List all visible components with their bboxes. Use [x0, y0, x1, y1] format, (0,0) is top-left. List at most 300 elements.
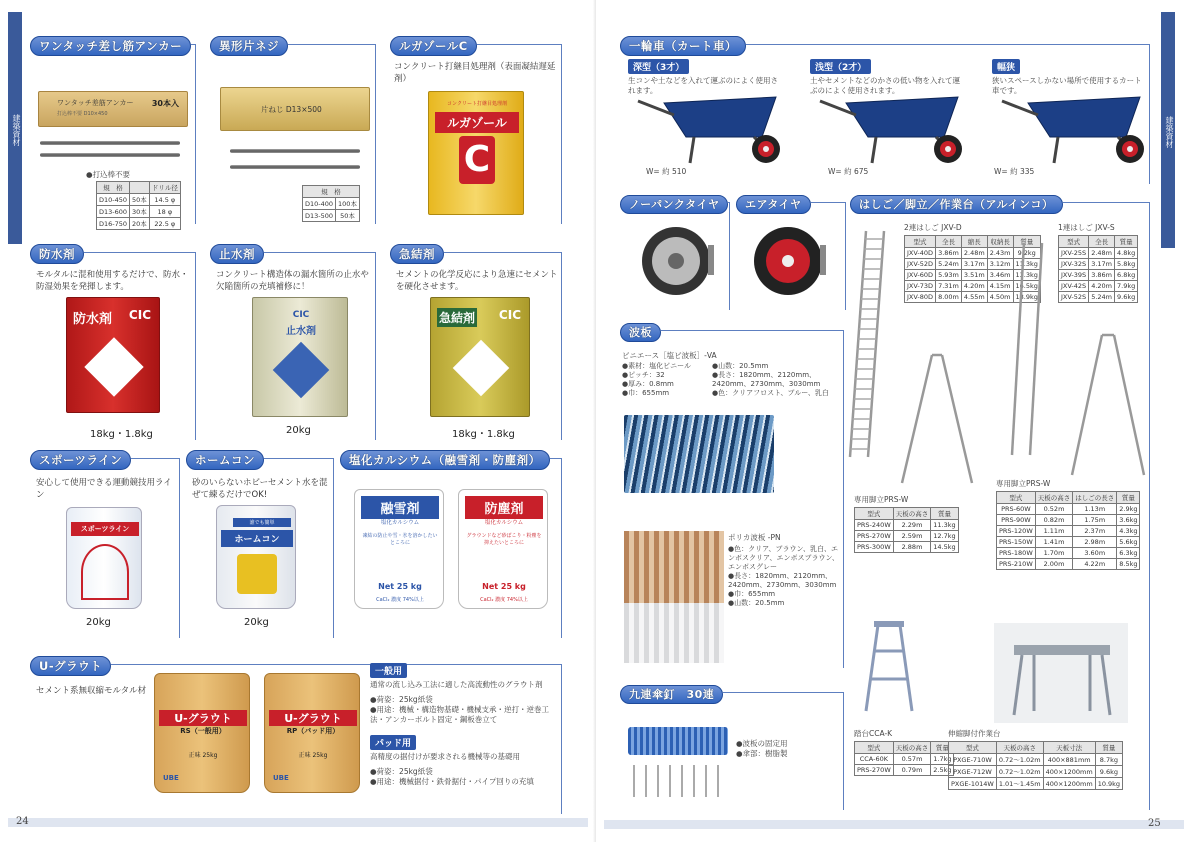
wheelbarrow-desc: 生コンや土などを入れて運ぶのによく使用されます。: [628, 76, 778, 95]
list-item: ●厚み：0.8mm: [622, 380, 674, 388]
table-cell: 2.9kg: [1117, 504, 1140, 515]
left-side-tab: 建築資材: [8, 12, 22, 244]
left-page: [0, 0, 595, 842]
ugrout-rs-type: RS（一般用）: [180, 727, 226, 735]
vinyl-sheet-image: [624, 415, 774, 493]
table-cell: 11.3kg: [1013, 259, 1040, 270]
table-cell: 0.82m: [1035, 515, 1073, 526]
sportsline-weight: 20kg: [86, 617, 111, 628]
tire1-section: [620, 198, 730, 310]
table-cell: PRS-210W: [997, 559, 1036, 570]
ladder-section: [850, 198, 1150, 810]
table-cell: 2.48m: [961, 248, 987, 259]
diamond-logo-icon: [453, 340, 510, 397]
vinyl-right-list: [712, 362, 842, 398]
table-cell: 4.20m: [1089, 281, 1115, 292]
anchor-rod-2: [40, 153, 180, 157]
stopwater-can-label: 止水剤: [286, 326, 316, 337]
table-header: 規 格: [303, 186, 360, 198]
table-cell: 14.5kg: [931, 542, 958, 553]
table-cell: 6.3kg: [1117, 548, 1140, 559]
table-header: 質量: [931, 508, 958, 520]
ugrout-section: [30, 659, 562, 814]
table-header: はしごの長さ: [1073, 492, 1117, 504]
table-cell: 2.37m: [1073, 526, 1117, 537]
waterproof-title: 防水剤: [30, 244, 84, 264]
nails-title: 九連傘釘 30連: [620, 685, 723, 704]
table-cell: 10.9kg: [1095, 778, 1122, 790]
waterproof-can-image: [66, 297, 160, 413]
table-header: 質量: [1117, 492, 1140, 504]
table-header: 全長: [936, 236, 962, 248]
table-cell: 0.72～1.02m: [996, 754, 1043, 766]
anchor-rod-1: [40, 141, 180, 145]
ugrout-rs-weight: 正味 25kg: [188, 752, 218, 759]
table-row: [855, 765, 954, 776]
table-cell: 8.00m: [936, 292, 962, 303]
table-cell: 8.5kg: [1117, 559, 1140, 570]
wheelbarrow-icon: [998, 93, 1148, 167]
snowmelt-bag-sub: 塩化カルシウム: [380, 520, 420, 526]
wheelbarrow-label: 幅狭: [992, 59, 1020, 74]
wheelbarrow-width: W= 約 675: [828, 167, 869, 176]
waterproof-brand: CIC: [128, 308, 151, 322]
table-cell: 0.79m: [893, 765, 931, 776]
table-cell: 3.17m: [1089, 259, 1115, 270]
prs-stepladder-icon: [1066, 333, 1150, 479]
ugrout-pad-bullet-2: ●用途：機械据付・鉄骨据付・パイプ回りの充填: [370, 777, 534, 786]
table-cell: 7.9kg: [1115, 281, 1138, 292]
table-cell: 4.3kg: [1117, 526, 1140, 537]
homecon-title: ホームコン: [186, 450, 264, 470]
table-cell: 2.29m: [893, 520, 931, 531]
jxvs-title: 1連はしご JXV-S: [1058, 223, 1115, 232]
wheelbarrow-width: W= 約 335: [994, 167, 1035, 176]
anchor-box-sublabel: 打込棒不要 D10×450: [57, 111, 108, 117]
ugrout-rs-maker: UBE: [163, 774, 179, 782]
snowmelt-purity: CaCl₂ 濃度 74%以上: [376, 597, 424, 603]
snowmelt-bag-text: 凍結の防止や雪・氷を溶かしたいところに: [362, 533, 438, 546]
table-cell: PRS-300W: [855, 542, 894, 553]
sportsline-desc: 安心して使用できる運動競技用ライン: [36, 478, 172, 500]
table-cell: 400×881mm: [1043, 754, 1095, 766]
table-row: [997, 537, 1140, 548]
table-cell: 2.5kg: [931, 765, 954, 776]
table-header: 質量: [1013, 236, 1040, 248]
track-graphic-icon: [81, 544, 129, 600]
table-cell: JXV-42S: [1059, 281, 1089, 292]
table-header: 天板の高さ: [996, 742, 1043, 754]
table-cell: 1.7kg: [931, 754, 954, 765]
table-cell: PRS-90W: [997, 515, 1036, 526]
diamond-logo-icon: [84, 337, 143, 396]
dustproof-bag-label: 防塵剤: [465, 496, 543, 519]
screw-title: 異形片ネジ: [210, 36, 288, 56]
table-cell: 6.8kg: [1115, 270, 1138, 281]
rugazol-can-image: [428, 91, 524, 215]
table-cell: 4.8kg: [1115, 248, 1138, 259]
jxvs-spec-table: [1058, 235, 1138, 303]
wheelbarrow-label: 深型（3才）: [628, 59, 689, 74]
snowmelt-bag-image: [354, 489, 444, 609]
wheelbarrow-item: [628, 55, 788, 179]
table-cell: PXGE-712W: [949, 766, 997, 778]
vinyl-left-list: [622, 362, 712, 398]
table-cell: 2.98m: [1073, 537, 1117, 548]
table-cell: 4.55m: [961, 292, 987, 303]
product-photo-icon: [237, 554, 277, 594]
table-cell: 4.15m: [987, 281, 1013, 292]
sportsline-section: [30, 453, 180, 638]
table-cell: PXGE-1014W: [949, 778, 997, 790]
table-cell: 22.5 φ: [149, 218, 180, 230]
table-cell: 16.5kg: [1013, 281, 1040, 292]
quickset-weight: 18kg・1.8kg: [452, 429, 515, 440]
list-item: ●波板の固定用: [736, 739, 788, 748]
waterproof-can-label: 防水剤: [73, 312, 113, 327]
table-cell: D10-450: [97, 194, 130, 206]
table-cell: 5.24m: [1089, 292, 1115, 303]
corrugated-section: [620, 326, 844, 668]
rugazol-can-top: コンクリート打継目処理剤: [447, 101, 507, 107]
table-cell: JXV-32S: [1059, 259, 1089, 270]
table-cell: 400×1200mm: [1043, 766, 1095, 778]
table-header: 収納長: [987, 236, 1013, 248]
corrugated-title: 波板: [620, 323, 661, 342]
table-cell: 0.72～1.02m: [996, 766, 1043, 778]
table-cell: PRS-270W: [855, 531, 894, 542]
screw-box-label: 片ねじ D13×500: [261, 105, 322, 114]
table-cell: 5.6kg: [1117, 537, 1140, 548]
step-spec-table: [854, 741, 954, 776]
list-item: ●色：クリアフロスト、ブルー、乳白: [712, 389, 829, 397]
table-row: [855, 542, 959, 553]
poly-name: ポリカ波板 -PN: [728, 533, 781, 542]
table-header: 型式: [855, 508, 894, 520]
calcium-title: 塩化カルシウム（融雪剤・防塵剤）: [340, 450, 550, 470]
table-row: [855, 754, 954, 765]
table-row: [949, 754, 1123, 766]
ugrout-rp-type: RP（パッド用）: [286, 727, 340, 735]
table-cell: PRS-60W: [997, 504, 1036, 515]
list-item: ●長さ：1820mm、2120mm、2420mm、2730mm、3030mm: [728, 572, 837, 589]
table-header: 型式: [905, 236, 936, 248]
homecon-section: [186, 453, 334, 638]
ugrout-general-desc: 通常の流し込み工法に適した高流動性のグラウト剤: [370, 680, 543, 689]
poly-sheet-image: [624, 531, 724, 663]
right-page-number: 25: [1148, 818, 1161, 829]
air-tire-icon: [750, 221, 830, 301]
table-cell: 1.70m: [1035, 548, 1073, 559]
dustproof-bag-image: [458, 489, 548, 609]
homecon-bag-top: 誰でも簡単: [233, 518, 291, 527]
list-item: ●山数：20.5mm: [728, 599, 785, 607]
table-cell: 8.7kg: [1095, 754, 1122, 766]
screw-section: [210, 39, 376, 224]
calcium-section: [340, 453, 562, 638]
table-row: [997, 559, 1140, 570]
sportsline-bag-image: [66, 507, 142, 609]
step-stool-icon: [860, 621, 920, 715]
table-header: 規 格: [97, 182, 130, 194]
prs-small-title: 専用脚立PRS-W: [854, 495, 909, 504]
ugrout-rp-weight: 正味 25kg: [298, 752, 328, 759]
table-row: [997, 515, 1140, 526]
table-cell: 400×1200mm: [1043, 778, 1095, 790]
quickset-section: [390, 247, 562, 440]
table-header: 天板の高さ: [1035, 492, 1073, 504]
table-header: 縮長: [961, 236, 987, 248]
rugazol-title: ルガゾールC: [390, 36, 477, 56]
table-header: 質量: [1115, 236, 1138, 248]
table-cell: PRS-150W: [997, 537, 1036, 548]
table-cell: 30本: [130, 206, 150, 218]
dustproof-bag-sub: 塩化カルシウム: [484, 520, 524, 526]
homecon-weight: 20kg: [244, 617, 269, 628]
quickset-title: 急結剤: [390, 244, 444, 264]
table-cell: 7.31m: [936, 281, 962, 292]
platform-title: 伸縮脚付作業台: [948, 729, 1001, 738]
table-row: [997, 526, 1140, 537]
table-cell: 1.41m: [1035, 537, 1073, 548]
table-cell: 100本: [336, 198, 360, 210]
ladder-title: はしご／脚立／作業台（アルインコ）: [850, 195, 1063, 214]
table-cell: 2.00m: [1035, 559, 1073, 570]
table-cell: 9.6kg: [1115, 292, 1138, 303]
ugrout-rp-bag-image: [264, 673, 360, 793]
vinyl-name: ビニエース［塩ビ波板］-VA: [622, 351, 717, 360]
ugrout-title: U-グラウト: [30, 656, 111, 676]
table-cell: JXV-52D: [905, 259, 936, 270]
table-cell: 12.7kg: [931, 531, 958, 542]
table-cell: PRS-120W: [997, 526, 1036, 537]
ugrout-rp-brand: U-グラウト: [269, 710, 357, 726]
table-cell: 3.60m: [1073, 548, 1117, 559]
table-cell: 1.01～1.45m: [996, 778, 1043, 790]
list-item: ●色：クリア、ブラウン、乳白、エンボスクリア、エンボスブラウン、エンボスグレー: [728, 545, 839, 571]
list-item: ●巾：655mm: [728, 590, 776, 598]
homecon-bag-image: [216, 505, 296, 609]
table-cell: JXV-52S: [1059, 292, 1089, 303]
table-cell: 3.46m: [987, 270, 1013, 281]
nails-list: [736, 739, 788, 759]
table-header: 型式: [855, 742, 894, 754]
table-cell: 3.86m: [936, 248, 962, 259]
dustproof-net: Net 25 kg: [482, 582, 526, 591]
anchor-box-count: 30本入: [151, 99, 179, 108]
screw-spec-table: [302, 185, 360, 222]
tire2-section: [736, 198, 846, 310]
wheelbarrow-item: [992, 55, 1152, 179]
table-header: 天板寸法: [1043, 742, 1095, 754]
single-ladder-icon: [1004, 239, 1054, 459]
table-cell: 2.43m: [987, 248, 1013, 259]
table-header: 型式: [1059, 236, 1089, 248]
table-cell: 2.59m: [893, 531, 931, 542]
table-cell: 5.24m: [936, 259, 962, 270]
table-row: [949, 766, 1123, 778]
quickset-desc: セメントの化学反応により急速にセメントを硬化させます。: [396, 270, 558, 292]
table-cell: JXV-25S: [1059, 248, 1089, 259]
extension-ladder-icon: [844, 227, 894, 463]
dustproof-bag-text: グラウンドなど砂ぼこり・粉塵を抑えたいところに: [466, 533, 542, 546]
table-cell: 18.9kg: [1013, 292, 1040, 303]
list-item: ●素材：塩化ビニール: [622, 362, 691, 370]
table-cell: 0.52m: [1035, 504, 1073, 515]
anchor-box-label: ワンタッチ差筋アンカー: [57, 99, 134, 107]
prs-large-title: 専用脚立PRS-W: [996, 479, 1051, 488]
table-cell: 1.11m: [1035, 526, 1073, 537]
wheelbarrow-section: [620, 39, 1150, 184]
table-cell: 4.20m: [961, 281, 987, 292]
list-item: ●ピッチ：32: [622, 371, 665, 379]
table-cell: JXV-80D: [905, 292, 936, 303]
sportsline-bag-label: スポーツライン: [71, 522, 139, 536]
screw-box-image: [220, 87, 370, 131]
right-side-tab: 建築資材: [1161, 12, 1175, 248]
waterproof-desc: モルタルに混和使用するだけで、防水・防湿効果を発揮します。: [36, 270, 189, 292]
no-puncture-tire-icon: [638, 221, 718, 301]
tire2-title: エアタイヤ: [736, 195, 811, 214]
diamond-logo-icon: [273, 342, 330, 399]
table-cell: 11.3kg: [931, 520, 958, 531]
prs-small-spec-table: [854, 507, 959, 553]
platform-spec-table: [948, 741, 1123, 790]
table-row: [1059, 292, 1138, 303]
wheelbarrow-label: 浅型（2才）: [810, 59, 871, 74]
table-cell: 3.86m: [1089, 270, 1115, 281]
rugazol-section: [390, 39, 562, 224]
screw-rod-2: [230, 165, 360, 169]
table-cell: D16-750: [97, 218, 130, 230]
table-cell: 1.13m: [1073, 504, 1117, 515]
wheelbarrow-desc: 狭いスペースしかない場所で使用するカート車です。: [992, 76, 1142, 95]
table-cell: 13.3kg: [1013, 270, 1040, 281]
table-header: [130, 182, 150, 194]
table-cell: 20本: [130, 218, 150, 230]
umbrella-nail-row-icon: [628, 761, 732, 801]
table-row: [855, 520, 959, 531]
list-item: ●傘部：樹脂製: [736, 749, 788, 758]
sportsline-title: スポーツライン: [30, 450, 131, 470]
ugrout-pad-bullet-1: ●荷姿：25kg紙袋: [370, 767, 433, 776]
table-cell: 9.2kg: [1013, 248, 1040, 259]
quickset-brand: CIC: [498, 308, 521, 322]
anchor-note: ●打込棒不要: [86, 170, 131, 179]
tire1-title: ノーパンクタイヤ: [620, 195, 728, 214]
nails-section: [620, 688, 844, 810]
table-row: [1059, 270, 1138, 281]
homecon-desc: 砂のいらないホビーセメント水を混ぜて練るだけでOK!: [192, 478, 328, 500]
left-page-number: 24: [16, 816, 29, 827]
stopwater-weight: 20kg: [286, 425, 311, 436]
table-cell: 5.93m: [936, 270, 962, 281]
ugrout-info: [370, 659, 558, 787]
table-cell: 50本: [130, 194, 150, 206]
waterproof-section: [30, 247, 196, 440]
table-cell: 3.17m: [961, 259, 987, 270]
wheelbarrow-item: [810, 55, 970, 179]
table-header: 質量: [1095, 742, 1122, 754]
table-cell: JXV-73D: [905, 281, 936, 292]
table-cell: 50本: [336, 210, 360, 222]
table-row: [1059, 259, 1138, 270]
wheelbarrow-icon: [634, 93, 784, 167]
jxvd-title: 2連はしご JXV-D: [904, 223, 962, 232]
table-cell: PRS-240W: [855, 520, 894, 531]
step-title: 踏台CCA-K: [854, 729, 893, 738]
table-cell: PRS-180W: [997, 548, 1036, 559]
quickset-can-label: 急結剤: [437, 308, 477, 327]
stopwater-section: [210, 247, 376, 440]
table-row: [1059, 248, 1138, 259]
table-cell: 18 φ: [149, 206, 180, 218]
table-cell: D13-600: [97, 206, 130, 218]
table-cell: JXV-40D: [905, 248, 936, 259]
stopwater-can-image: [252, 297, 348, 417]
table-cell: 3.12m: [987, 259, 1013, 270]
table-cell: 0.57m: [893, 754, 931, 765]
rugazol-desc: コンクリート打継目処理剤（表面凝結遅延剤）: [394, 62, 556, 84]
table-header: 質量: [931, 742, 954, 754]
anchor-section: [30, 39, 196, 228]
table-row: [997, 548, 1140, 559]
wheelbarrow-width: W= 約 510: [646, 167, 687, 176]
ugrout-rs-bag-image: [154, 673, 250, 793]
table-header: 天板の高さ: [893, 508, 931, 520]
table-cell: JXV-39S: [1059, 270, 1089, 281]
table-cell: CCA-60K: [855, 754, 894, 765]
ugrout-general-label: 一般用: [370, 663, 407, 678]
anchor-spec-table: [96, 181, 181, 230]
list-item: ●山数：20.5mm: [712, 362, 769, 370]
table-row: [949, 778, 1123, 790]
table-cell: JXV-60D: [905, 270, 936, 281]
table-cell: 2.48m: [1089, 248, 1115, 259]
right-page: [596, 0, 1191, 842]
wheelbarrow-icon: [816, 93, 966, 167]
wheelbarrow-desc: 土やセメントなどのかさの低い物を入れて運ぶのによく使用されます。: [810, 76, 960, 95]
table-cell: 9.6kg: [1095, 766, 1122, 778]
screw-rod-1: [230, 149, 360, 153]
list-item: ●長さ：1820mm、2120mm、2420mm、2730mm、3030mm: [712, 371, 821, 388]
snowmelt-net: Net 25 kg: [378, 582, 422, 591]
work-platform-icon: [994, 623, 1128, 723]
anchor-box-image: [38, 91, 188, 127]
poly-list: [728, 545, 840, 608]
table-header: ドリル径: [149, 182, 180, 194]
quickset-can-image: [430, 297, 530, 417]
rugazol-can-letter: C: [459, 136, 495, 184]
table-cell: PXGE-710W: [949, 754, 997, 766]
ugrout-rp-maker: UBE: [273, 774, 289, 782]
dustproof-purity: CaCl₂ 濃度 74%以上: [480, 597, 528, 603]
waterproof-weight: 18kg・1.8kg: [90, 429, 153, 440]
stopwater-can-brand: CIC: [292, 310, 310, 320]
stopwater-title: 止水剤: [210, 244, 264, 264]
table-cell: D13-500: [303, 210, 336, 222]
ugrout-pad-label: パッド用: [370, 735, 416, 750]
table-cell: 5.8kg: [1115, 259, 1138, 270]
ugrout-desc: セメント系無収縮モルタル材: [36, 686, 147, 696]
table-header: 全長: [1089, 236, 1115, 248]
wheelbarrow-title: 一輪車（カート車）: [620, 36, 746, 56]
anchor-title: ワンタッチ差し筋アンカー: [30, 36, 191, 56]
rugazol-can-label: ルガゾール: [435, 112, 519, 133]
table-cell: 3.6kg: [1117, 515, 1140, 526]
table-cell: D10-400: [303, 198, 336, 210]
ugrout-rs-brand: U-グラウト: [159, 710, 247, 726]
